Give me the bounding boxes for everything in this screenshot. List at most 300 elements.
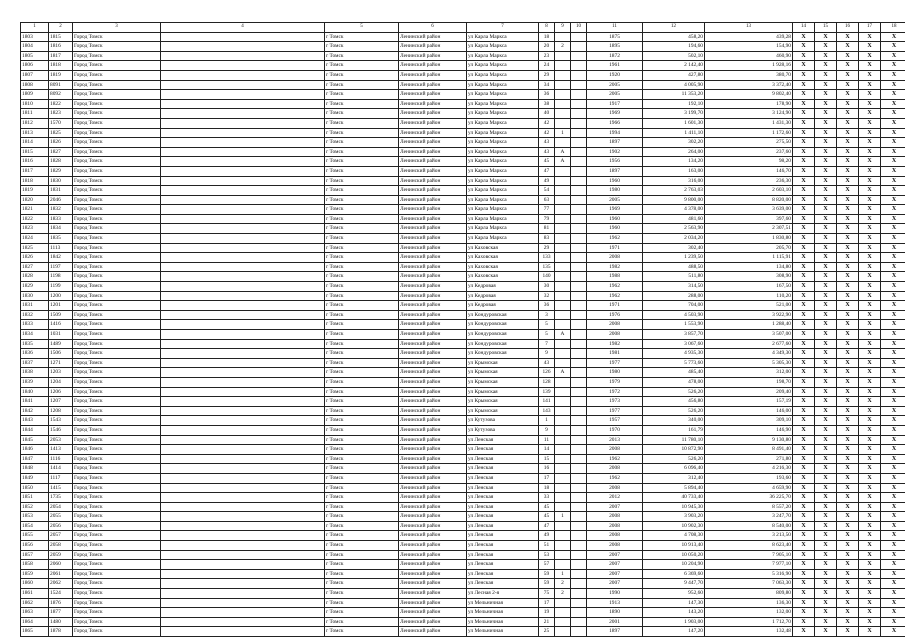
municipality-cell: Город Томск	[73, 291, 161, 301]
mark-cell: X	[793, 339, 815, 349]
table-row	[21, 416, 905, 426]
street-cell: ул Ленская	[467, 464, 539, 474]
street-cell: ул Карла Маркса	[467, 42, 539, 52]
street-cell: ул Карла Маркса	[467, 234, 539, 244]
mark-cell: X	[815, 32, 837, 42]
district-cell: Ленинский район	[399, 205, 467, 215]
table-row	[21, 617, 905, 627]
empty-cell	[161, 502, 325, 512]
mark-cell: X	[815, 512, 837, 522]
object-id: 1825	[49, 128, 73, 138]
mark-cell: X	[859, 531, 881, 541]
living-area: 193,60	[705, 473, 793, 483]
house-number: 30	[539, 282, 555, 292]
mark-cell: X	[881, 473, 905, 483]
house-number: 81	[539, 224, 555, 234]
mark-cell: X	[859, 166, 881, 176]
district-cell: Ленинский район	[399, 589, 467, 599]
object-id: 1197	[49, 262, 73, 272]
mark-cell: X	[837, 464, 859, 474]
living-area: 98,20	[705, 157, 793, 167]
settlement-cell: г Томск	[325, 99, 399, 109]
year-built: 1973	[587, 397, 643, 407]
year-built: 2007	[587, 550, 643, 560]
header-cell: 4	[161, 23, 325, 33]
mark-cell: X	[837, 569, 859, 579]
mark-cell: X	[815, 291, 837, 301]
mark-cell: X	[837, 42, 859, 52]
mark-cell: X	[881, 176, 905, 186]
total-area: 11 353,20	[643, 90, 705, 100]
header-cell: 16	[837, 23, 859, 33]
living-area: 4 216,30	[705, 464, 793, 474]
house-number: 47	[539, 521, 555, 531]
house-number: 15	[539, 454, 555, 464]
settlement-cell: г Томск	[325, 310, 399, 320]
empty-cell	[161, 243, 325, 253]
mark-cell: X	[837, 483, 859, 493]
living-area: 380,70	[705, 70, 793, 80]
municipality-cell: Город Томск	[73, 128, 161, 138]
settlement-cell: г Томск	[325, 473, 399, 483]
total-area: 485,40	[643, 368, 705, 378]
row-number: 1849	[21, 473, 49, 483]
living-area: 1 288,40	[705, 320, 793, 330]
municipality-cell: Город Томск	[73, 138, 161, 148]
building-letter	[555, 90, 571, 100]
row-number: 1844	[21, 425, 49, 435]
empty-cell	[571, 368, 587, 378]
mark-cell: X	[881, 464, 905, 474]
total-area: 478,00	[643, 377, 705, 387]
mark-cell: X	[793, 387, 815, 397]
empty-cell	[161, 234, 325, 244]
street-cell: ул Крымская	[467, 397, 539, 407]
mark-cell: X	[837, 70, 859, 80]
building-letter	[555, 109, 571, 119]
building-letter	[555, 234, 571, 244]
row-number: 1851	[21, 493, 49, 503]
empty-cell	[571, 186, 587, 196]
district-cell: Ленинский район	[399, 454, 467, 464]
mark-cell: X	[793, 377, 815, 387]
living-area: 7 977,10	[705, 560, 793, 570]
building-letter: 2	[555, 589, 571, 599]
object-id: 1878	[49, 627, 73, 637]
building-letter	[555, 560, 571, 570]
living-area: 312,00	[705, 368, 793, 378]
settlement-cell: г Томск	[325, 493, 399, 503]
municipality-cell: Город Томск	[73, 473, 161, 483]
mark-cell: X	[793, 512, 815, 522]
mark-cell: X	[881, 339, 905, 349]
document-page	[20, 22, 905, 637]
mark-cell: X	[815, 377, 837, 387]
year-built: 1897	[587, 166, 643, 176]
row-number: 1811	[21, 109, 49, 119]
district-cell: Ленинский район	[399, 560, 467, 570]
mark-cell: X	[881, 579, 905, 589]
empty-cell	[571, 425, 587, 435]
mark-cell: X	[793, 627, 815, 637]
municipality-cell: Город Томск	[73, 454, 161, 464]
year-built: 1960	[587, 214, 643, 224]
object-id: 2054	[49, 502, 73, 512]
settlement-cell: г Томск	[325, 598, 399, 608]
empty-cell	[161, 483, 325, 493]
mark-cell: X	[815, 90, 837, 100]
year-built: 2007	[587, 579, 643, 589]
year-built: 2007	[587, 569, 643, 579]
empty-cell	[161, 541, 325, 551]
mark-cell: X	[837, 195, 859, 205]
object-id: 1414	[49, 464, 73, 474]
empty-cell	[571, 61, 587, 71]
mark-cell: X	[881, 166, 905, 176]
mark-cell: X	[793, 195, 815, 205]
building-letter	[555, 531, 571, 541]
settlement-cell: г Томск	[325, 521, 399, 531]
district-cell: Ленинский район	[399, 416, 467, 426]
empty-cell	[571, 445, 587, 455]
year-built: 1988	[587, 272, 643, 282]
mark-cell: X	[837, 32, 859, 42]
year-built: 1972	[587, 387, 643, 397]
total-area: 5 773,60	[643, 358, 705, 368]
row-number: 1838	[21, 368, 49, 378]
empty-cell	[161, 464, 325, 474]
settlement-cell: г Томск	[325, 387, 399, 397]
object-id: 1509	[49, 310, 73, 320]
building-letter	[555, 493, 571, 503]
living-area: 8 820,00	[705, 195, 793, 205]
settlement-cell: г Томск	[325, 243, 399, 253]
settlement-cell: г Томск	[325, 128, 399, 138]
mark-cell: X	[859, 377, 881, 387]
house-number: 23	[539, 51, 555, 61]
mark-cell: X	[793, 569, 815, 579]
mark-cell: X	[837, 406, 859, 416]
mark-cell: X	[881, 483, 905, 493]
settlement-cell: г Томск	[325, 301, 399, 311]
mark-cell: X	[815, 416, 837, 426]
mark-cell: X	[881, 560, 905, 570]
mark-cell: X	[837, 387, 859, 397]
table-row	[21, 310, 905, 320]
mark-cell: X	[881, 589, 905, 599]
empty-cell	[161, 339, 325, 349]
year-built: 2007	[587, 560, 643, 570]
mark-cell: X	[815, 253, 837, 263]
mark-cell: X	[815, 579, 837, 589]
street-cell: ул Карла Маркса	[467, 32, 539, 42]
mark-cell: X	[837, 397, 859, 407]
empty-cell	[571, 80, 587, 90]
header-cell: 11	[587, 23, 643, 33]
mark-cell: X	[859, 445, 881, 455]
mark-cell: X	[793, 560, 815, 570]
row-number: 1852	[21, 502, 49, 512]
empty-cell	[161, 99, 325, 109]
empty-cell	[161, 176, 325, 186]
house-number: 43	[539, 358, 555, 368]
settlement-cell: г Томск	[325, 445, 399, 455]
district-cell: Ленинский район	[399, 262, 467, 272]
mark-cell: X	[881, 224, 905, 234]
settlement-cell: г Томск	[325, 90, 399, 100]
house-number: 135	[539, 262, 555, 272]
mark-cell: X	[859, 138, 881, 148]
header-cell: 14	[793, 23, 815, 33]
mark-cell: X	[815, 282, 837, 292]
empty-cell	[571, 224, 587, 234]
municipality-cell: Город Томск	[73, 406, 161, 416]
row-number: 1810	[21, 99, 49, 109]
mark-cell: X	[859, 349, 881, 359]
mark-cell: X	[815, 234, 837, 244]
year-built: 1962	[587, 234, 643, 244]
object-id: 1829	[49, 166, 73, 176]
living-area: 439,28	[705, 32, 793, 42]
settlement-cell: г Томск	[325, 397, 399, 407]
object-id: 2059	[49, 550, 73, 560]
table-row	[21, 349, 905, 359]
municipality-cell: Город Томск	[73, 512, 161, 522]
living-area: 237,60	[705, 147, 793, 157]
settlement-cell: г Томск	[325, 377, 399, 387]
street-cell: ул Карла Маркса	[467, 195, 539, 205]
empty-cell	[161, 157, 325, 167]
settlement-cell: г Томск	[325, 512, 399, 522]
object-id: 2053	[49, 435, 73, 445]
mark-cell: X	[881, 138, 905, 148]
object-id: 1827	[49, 147, 73, 157]
building-letter	[555, 272, 571, 282]
settlement-cell: г Томск	[325, 358, 399, 368]
mark-cell: X	[793, 435, 815, 445]
district-cell: Ленинский район	[399, 70, 467, 80]
row-number: 1848	[21, 464, 49, 474]
mark-cell: X	[815, 502, 837, 512]
table-row	[21, 176, 905, 186]
living-area: 8 540,00	[705, 521, 793, 531]
empty-cell	[571, 589, 587, 599]
living-area: 3 507,00	[705, 330, 793, 340]
mark-cell: X	[793, 32, 815, 42]
object-id: 1817	[49, 51, 73, 61]
building-letter	[555, 70, 571, 80]
row-number: 1806	[21, 61, 49, 71]
mark-cell: X	[815, 61, 837, 71]
year-built: 1969	[587, 205, 643, 215]
building-letter: 2	[555, 579, 571, 589]
row-number: 1808	[21, 80, 49, 90]
mark-cell: X	[859, 214, 881, 224]
settlement-cell: г Томск	[325, 166, 399, 176]
empty-cell	[161, 608, 325, 618]
table-row	[21, 224, 905, 234]
living-area: 136,30	[705, 598, 793, 608]
house-number: 126	[539, 368, 555, 378]
settlement-cell: г Томск	[325, 186, 399, 196]
mark-cell: X	[815, 195, 837, 205]
table-row	[21, 368, 905, 378]
empty-cell	[161, 147, 325, 157]
year-built: 2005	[587, 80, 643, 90]
mark-cell: X	[859, 368, 881, 378]
building-letter	[555, 214, 571, 224]
empty-cell	[161, 387, 325, 397]
empty-cell	[571, 464, 587, 474]
district-cell: Ленинский район	[399, 627, 467, 637]
mark-cell: X	[793, 531, 815, 541]
living-area: 3 922,90	[705, 310, 793, 320]
house-number: 21	[539, 617, 555, 627]
building-letter	[555, 262, 571, 272]
municipality-cell: Город Томск	[73, 464, 161, 474]
total-area: 511,80	[643, 272, 705, 282]
mark-cell: X	[859, 330, 881, 340]
mark-cell: X	[881, 51, 905, 61]
row-number: 1853	[21, 512, 49, 522]
total-area: 952,60	[643, 589, 705, 599]
object-id: 1828	[49, 157, 73, 167]
row-number: 1832	[21, 310, 49, 320]
object-id: 1876	[49, 598, 73, 608]
street-cell: ул Карла Маркса	[467, 128, 539, 138]
object-id: 2056	[49, 521, 73, 531]
building-letter: А	[555, 147, 571, 157]
living-area: 5 316,90	[705, 569, 793, 579]
mark-cell: X	[837, 51, 859, 61]
street-cell: ул Ленская	[467, 483, 539, 493]
header-row	[21, 23, 905, 33]
mark-cell: X	[837, 493, 859, 503]
row-number: 1829	[21, 282, 49, 292]
total-area: 481,60	[643, 214, 705, 224]
living-area: 146,70	[705, 166, 793, 176]
mark-cell: X	[837, 291, 859, 301]
object-id: 1735	[49, 493, 73, 503]
year-built: 1872	[587, 51, 643, 61]
settlement-cell: г Томск	[325, 627, 399, 637]
row-number: 1846	[21, 445, 49, 455]
street-cell: ул Крымская	[467, 377, 539, 387]
mark-cell: X	[837, 61, 859, 71]
mark-cell: X	[837, 224, 859, 234]
building-letter	[555, 608, 571, 618]
house-number: 42	[539, 118, 555, 128]
street-cell: ул Каховская	[467, 262, 539, 272]
mark-cell: X	[881, 90, 905, 100]
table-row	[21, 358, 905, 368]
house-number: 43	[539, 147, 555, 157]
settlement-cell: г Томск	[325, 234, 399, 244]
mark-cell: X	[793, 310, 815, 320]
building-letter: А	[555, 330, 571, 340]
settlement-cell: г Томск	[325, 339, 399, 349]
house-number: 45	[539, 512, 555, 522]
table-row	[21, 80, 905, 90]
mark-cell: X	[837, 157, 859, 167]
living-area: 1 712,70	[705, 617, 793, 627]
municipality-cell: Город Томск	[73, 118, 161, 128]
building-letter	[555, 425, 571, 435]
empty-cell	[571, 550, 587, 560]
living-area: 8 491,40	[705, 445, 793, 455]
mark-cell: X	[815, 109, 837, 119]
municipality-cell: Город Томск	[73, 157, 161, 167]
object-id: 2060	[49, 560, 73, 570]
mark-cell: X	[859, 128, 881, 138]
row-number: 1821	[21, 205, 49, 215]
living-area: 146,00	[705, 406, 793, 416]
row-number: 1828	[21, 272, 49, 282]
living-area: 1 172,60	[705, 128, 793, 138]
row-number: 1820	[21, 195, 49, 205]
mark-cell: X	[837, 502, 859, 512]
street-cell: ул Карла Маркса	[467, 224, 539, 234]
row-number: 1831	[21, 301, 49, 311]
mark-cell: X	[815, 243, 837, 253]
total-area: 302,20	[643, 138, 705, 148]
mark-cell: X	[837, 301, 859, 311]
house-number: 75	[539, 589, 555, 599]
header-cell: 12	[643, 23, 705, 33]
settlement-cell: г Томск	[325, 560, 399, 570]
municipality-cell: Город Томск	[73, 579, 161, 589]
total-area: 1 411,10	[643, 128, 705, 138]
mark-cell: X	[793, 262, 815, 272]
mark-cell: X	[793, 99, 815, 109]
district-cell: Ленинский район	[399, 147, 467, 157]
row-number: 1847	[21, 454, 49, 464]
year-built: 1962	[587, 282, 643, 292]
mark-cell: X	[837, 617, 859, 627]
year-built: 1966	[587, 118, 643, 128]
street-cell: ул Карла Маркса	[467, 99, 539, 109]
settlement-cell: г Томск	[325, 368, 399, 378]
house-number: 36	[539, 90, 555, 100]
mark-cell: X	[881, 243, 905, 253]
settlement-cell: г Томск	[325, 42, 399, 52]
mark-cell: X	[859, 243, 881, 253]
total-area: 502,10	[643, 51, 705, 61]
empty-cell	[161, 195, 325, 205]
district-cell: Ленинский район	[399, 214, 467, 224]
street-cell: ул Карла Маркса	[467, 186, 539, 196]
settlement-cell: г Томск	[325, 349, 399, 359]
mark-cell: X	[881, 541, 905, 551]
street-cell: ул Карла Маркса	[467, 118, 539, 128]
building-letter: А	[555, 157, 571, 167]
municipality-cell: Город Томск	[73, 282, 161, 292]
district-cell: Ленинский район	[399, 349, 467, 359]
mark-cell: X	[793, 157, 815, 167]
mark-cell: X	[837, 118, 859, 128]
settlement-cell: г Томск	[325, 272, 399, 282]
settlement-cell: г Томск	[325, 425, 399, 435]
object-id: 8091	[49, 80, 73, 90]
mark-cell: X	[793, 234, 815, 244]
object-id: 1204	[49, 377, 73, 387]
object-id: 1570	[49, 118, 73, 128]
empty-cell	[161, 349, 325, 359]
row-number: 1861	[21, 589, 49, 599]
row-number: 1835	[21, 339, 49, 349]
year-built: 2008	[587, 521, 643, 531]
district-cell: Ленинский район	[399, 109, 467, 119]
